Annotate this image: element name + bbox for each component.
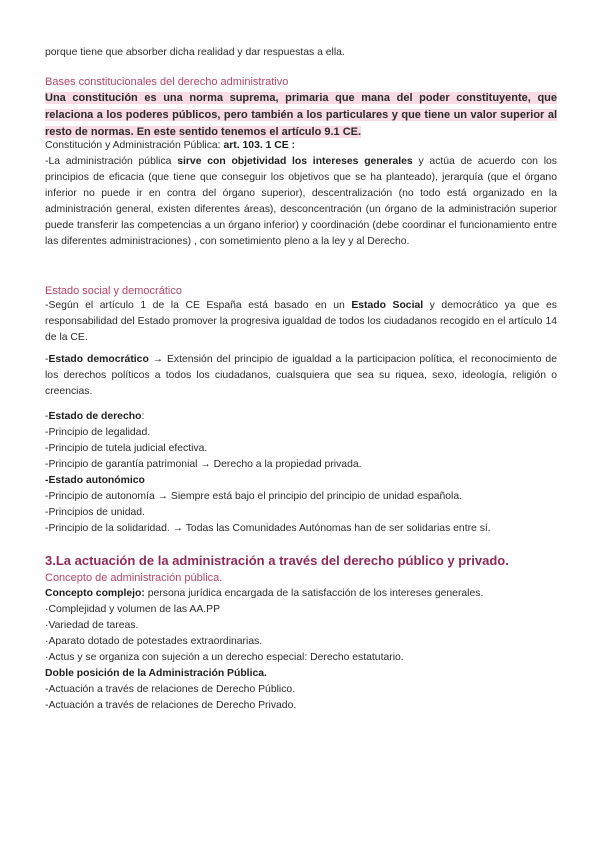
list-item: ·Variedad de tareas. — [45, 620, 139, 631]
concepto-complejo-line — [45, 586, 557, 602]
intro-text: porque tiene que absorber dicha realidad y dar respuestas a ella. — [45, 47, 345, 58]
cc-text: persona jurídica encargada de la satisfacción de los intereses generales. — [144, 588, 484, 599]
ca-prefix: Constitución y Administración Pública: — [45, 140, 224, 151]
list-item: ·Complejidad y volumen de las AA.PP — [45, 604, 220, 615]
ed-bold: Estado democrático — [48, 354, 149, 365]
doble-bold: Doble posición de la Administración Pública. — [45, 668, 267, 679]
ed2-dash: - — [45, 411, 49, 422]
list-item: -Principios de unidad. — [45, 507, 145, 518]
p1-a: -La administración pública — [45, 156, 178, 167]
ed-b: → Extensión del principio de igualdad a la participacion política, el reconocimiento de los derechos políticos a todos los ciudadanos, cualsquiera que sea su riquea, sexo, ideología, religión o creencias. — [45, 354, 557, 397]
ed-dash: - — [45, 354, 49, 365]
estado-autonomico-heading — [45, 473, 557, 489]
estado-social-paragraph — [45, 298, 557, 346]
list-item: -Actuación a través de relaciones de Derecho Privado. — [45, 700, 297, 711]
admin-principles-paragraph — [45, 154, 557, 250]
ca-article: art. 103. 1 CE : — [223, 140, 296, 151]
list-item: -Principio de garantía patrimonial → Derecho a la propiedad privada. — [45, 459, 362, 470]
bases-heading: Bases constitucionales del derecho administrativo — [45, 76, 289, 88]
list-item: -Principio de la solidaridad. → Todas las Comunidades Autónomas han de ser solidarias entre sí. — [45, 523, 491, 534]
autonomico-bold: -Estado autonómico — [45, 475, 145, 486]
highlighted-definition: Una constitución es una norma suprema, primaria que mana del poder constituyente, que relaciona a los poderes públicos, pero también a los particulares y que tiene un valor superior al resto de normas. En este sentido tenemos el artículo 9.1 CE. — [45, 92, 557, 138]
es-bold: Estado Social — [351, 300, 424, 311]
p1-bold: sirve con objetividad los intereses generales — [177, 156, 413, 167]
bases-highlight — [45, 90, 557, 141]
list-item: ·Actus y se organiza con sujeción a un derecho especial: Derecho estatutario. — [45, 652, 404, 663]
constitucion-admin-line — [45, 138, 557, 154]
estado-democratico-paragraph — [45, 352, 557, 400]
list-item: -Actuación a través de relaciones de Derecho Público. — [45, 684, 296, 695]
list-item: ·Aparato dotado de potestades extraordinarias. — [45, 636, 263, 647]
section3-heading: 3.La actuación de la administración a través del derecho público y privado. — [45, 553, 509, 568]
p1-b: y actúa de acuerdo con los principios de eficacia (que tiene que conseguir los objetivos que se ha planteado), jerarquía (que el órgano inferior no puede ir en contra del órgano superior), descentralización (no todo está organizado en la administración general, existen diferentes áreas), desconcentración (un órgano de la administración superior puede transferir las competencias a un órgano inferior) y coordinación (debe coordinar el funcionamiento entre las diferentes administraciones) , con sometimiento pleno a la ley y al Derecho. — [45, 156, 557, 247]
es-a: -Según el artículo 1 de la CE España está basado en un — [45, 300, 352, 311]
estado-derecho-heading — [45, 409, 557, 425]
doble-posicion-heading — [45, 666, 557, 682]
ed2-colon: : — [141, 411, 145, 422]
list-item: -Principio de legalidad. — [45, 427, 151, 438]
list-item: -Principio de tutela judicial efectiva. — [45, 443, 208, 454]
list-item: -Principio de autonomía → Siempre está bajo el principio del principio de unidad española. — [45, 491, 463, 502]
section3-subheading: Concepto de administración pública. — [45, 572, 223, 584]
estado-heading: Estado social y democrático — [45, 285, 182, 297]
ed2-bold: Estado de derecho — [48, 411, 142, 422]
cc-bold: Concepto complejo: — [45, 588, 145, 599]
es-b: y democrático ya que es responsabilidad del Estado promover la progresiva igualdad de todos los ciudadanos recogido en el artículo 14 de la CE. — [45, 300, 557, 343]
